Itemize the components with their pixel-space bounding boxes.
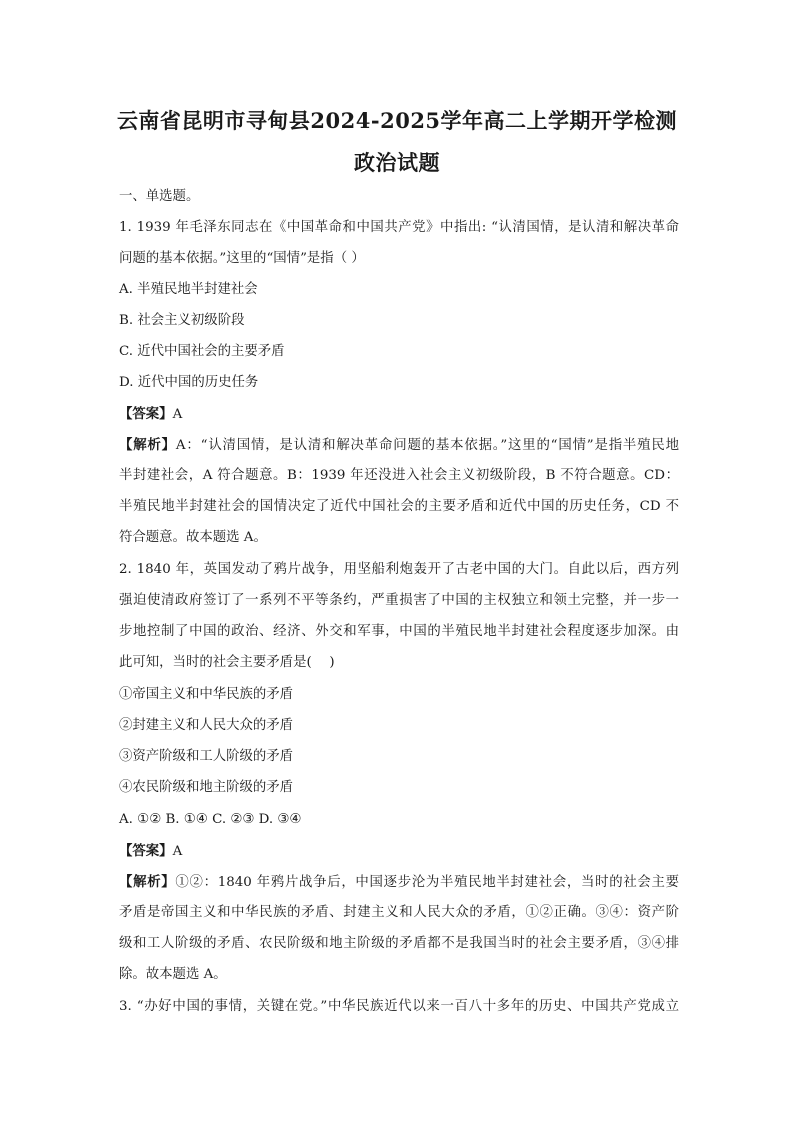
q1-analysis-line2: 半封建社会，A 符合题意。B：1939 年还没进入社会主义初级阶段，B 不符合题意。CD： bbox=[119, 468, 679, 483]
q1-analysis-line3: 半殖民地半封建社会的国情决定了近代中国社会的主要矛盾和近代中国的历史任务，CD 不 bbox=[119, 499, 679, 514]
q1-answer bbox=[119, 405, 679, 424]
q2-analysis-line4: 除。故本题选 A。 bbox=[119, 967, 227, 982]
document-title-line1: 云南省昆明市寻甸县2024-2025学年高二上学期开学检测 bbox=[116, 108, 678, 133]
q1-option-c: C. 近代中国社会的主要矛盾 bbox=[119, 344, 285, 359]
q1-answer-value: A bbox=[172, 407, 183, 422]
q2-analysis-text1: ①②：1840 年鸦片战争后，中国逐步沦为半殖民地半封建社会，当时的社会主要 bbox=[175, 875, 679, 890]
q1-analysis-line1 bbox=[119, 436, 679, 455]
q1-analysis-line4: 符合题意。故本题选 A。 bbox=[119, 530, 267, 545]
q1-analysis-text1: A：“认清国情，是认清和解决革命问题的基本依据。”这里的“国情”是指半殖民地 bbox=[175, 438, 679, 453]
q2-answer bbox=[119, 842, 679, 861]
q2-stem-line2: 强迫使清政府签订了一系列不平等条约，严重损害了中国的主权独立和领土完整，并一步一 bbox=[119, 593, 679, 608]
q2-stem-line3: 步地控制了中国的政治、经济、外交和军事，中国的半殖民地半封建社会程度逐步加深。由 bbox=[119, 624, 679, 639]
q1-stem-line1: 1. 1939 年毛泽东同志在《中国革命和中国共产党》中指出: “认清国情，是认清和解决革命 bbox=[119, 220, 679, 235]
q2-analysis-line3: 级和工人阶级的矛盾、农民阶级和地主阶级的矛盾都不是我国当时的社会主要矛盾，③④排 bbox=[119, 936, 679, 951]
q2-item-1: ①帝国主义和中华民族的矛盾 bbox=[119, 687, 294, 702]
q2-item-3: ③资产阶级和工人阶级的矛盾 bbox=[119, 749, 294, 764]
document-title-line2: 政治试题 bbox=[354, 150, 440, 175]
q2-stem-line4: 此可知，当时的社会主要矛盾是( ) bbox=[119, 655, 335, 670]
q2-analysis-line2: 矛盾是帝国主义和中华民族的矛盾、封建主义和人民大众的矛盾，①②正确。③④：资产阶 bbox=[119, 905, 679, 920]
q2-answer-label: 【答案】 bbox=[119, 843, 173, 859]
q1-analysis-label: 【解析】 bbox=[119, 437, 176, 453]
q3-stem-line1: 3. “办好中国的事情，关键在党。”中华民族近代以来一百八十多年的历史、中国共产党成立 bbox=[119, 999, 679, 1014]
q2-analysis-label: 【解析】 bbox=[119, 874, 176, 890]
q2-item-2: ②封建主义和人民大众的矛盾 bbox=[119, 718, 294, 733]
q1-stem-line2: 问题的基本依据。”这里的“国情”是指（ ） bbox=[119, 251, 365, 266]
q2-options: A. ①② B. ①④ C. ②③ D. ③④ bbox=[119, 812, 302, 827]
q1-answer-label: 【答案】 bbox=[119, 406, 173, 422]
q1-option-b: B. 社会主义初级阶段 bbox=[119, 313, 245, 328]
q2-stem-line1: 2. 1840 年，英国发动了鸦片战争，用坚船利炮轰开了古老中国的大门。自此以后，西方列 bbox=[119, 562, 679, 577]
q2-answer-value: A bbox=[172, 844, 183, 859]
section-heading: 一、单选题。 bbox=[119, 189, 200, 204]
q1-option-d: D. 近代中国的历史任务 bbox=[119, 375, 259, 390]
q2-analysis-line1 bbox=[119, 873, 679, 892]
q1-option-a: A. 半殖民地半封建社会 bbox=[119, 282, 258, 297]
q2-item-4: ④农民阶级和地主阶级的矛盾 bbox=[119, 780, 294, 795]
